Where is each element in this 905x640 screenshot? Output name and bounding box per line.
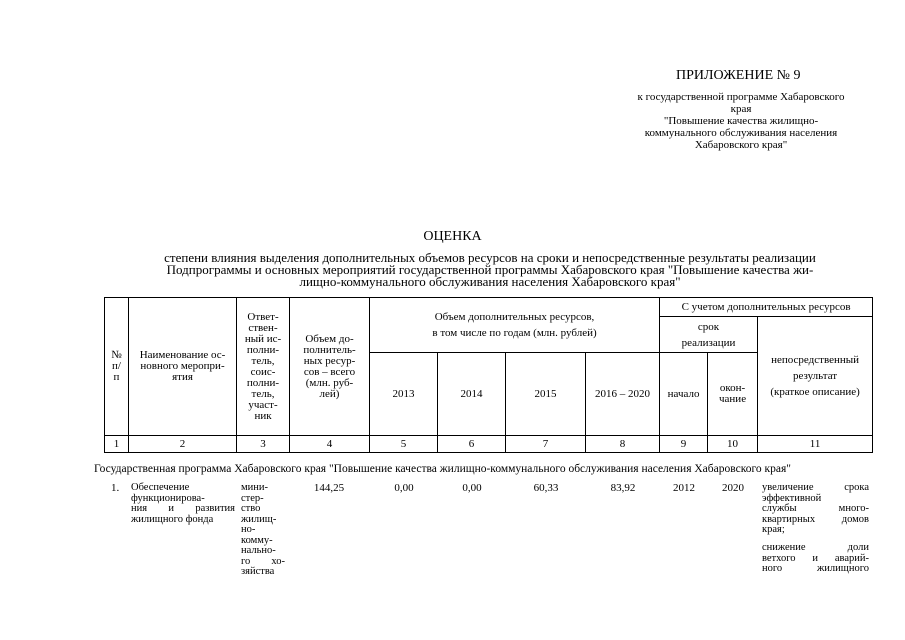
header-total: Объем до- полнитель- ных ресур- сов – всего (млн. руб- лей) [290, 298, 370, 436]
header-start: начало [660, 353, 708, 436]
header-year-2013: 2013 [370, 353, 438, 436]
row1-2014: 0,00 [462, 482, 482, 494]
row1-2013: 0,00 [394, 482, 414, 494]
column-number: 2 [129, 436, 237, 453]
header-result: непосредственный результат (краткое описание) [758, 317, 873, 436]
column-number: 10 [708, 436, 758, 453]
appendix-line: края [730, 103, 752, 115]
program-row: Государственная программа Хабаровского края "Повышение качества жилищно-коммунального обслуживания населения Хабаровского края" [94, 463, 791, 475]
appendix-line: "Повышение качества жилищно- [663, 115, 819, 127]
header-with-resources: С учетом дополнительных ресурсов [660, 298, 873, 317]
header-year-2016-2020: 2016 – 2020 [586, 353, 660, 436]
header-volume: Объем дополнительных ресурсов, в том числе по годам (млн. рублей) [370, 298, 660, 353]
row1-name: Обеспечение функционирова- ния и развития жилищного фонда [131, 482, 235, 525]
header-term: срок реализации [660, 317, 758, 353]
column-number: 3 [237, 436, 290, 453]
appendix-line: коммунального обслуживания населения [644, 127, 838, 139]
header-name: Наименование ос- новного меропри- ятия [129, 298, 237, 436]
document-title: ОЦЕНКА [423, 229, 482, 244]
column-number: 1 [105, 436, 129, 453]
row1-start: 2012 [673, 482, 695, 494]
header-end: окон- чание [708, 353, 758, 436]
row1-result-a: увеличение срока эффективной службы много- квартирных домов края; [762, 482, 869, 535]
row1-result-b: снижение доли ветхого и аварий- ного жилищного [762, 542, 869, 574]
column-number: 8 [586, 436, 660, 453]
resources-table [104, 297, 873, 453]
header-year-2014: 2014 [438, 353, 506, 436]
appendix-title: ПРИЛОЖЕНИЕ № 9 [676, 68, 801, 83]
document-subtitle-line: Подпрограммы и основных мероприятий государственной программы Хабаровского края "Повышение качества жи- [166, 262, 814, 277]
header-responsible: Ответ- ствен- ный ис- полни- тель, соис- полни- тель, участ- ник [237, 298, 290, 436]
document-subtitle-line: степени влияния выделения дополнительных объемов ресурсов на сроки и непосредственные результаты реализации [164, 250, 816, 265]
row1-num: 1. [111, 482, 120, 494]
header-num: № п/ п [105, 298, 129, 436]
row1-total: 144,25 [313, 482, 345, 494]
header-year-2015: 2015 [506, 353, 586, 436]
appendix-line: к государственной программе Хабаровского [637, 91, 845, 103]
document-subtitle-line: лищно-коммунального обслуживания населения Хабаровского края" [299, 274, 681, 289]
column-number: 9 [660, 436, 708, 453]
appendix-line: Хабаровского края" [694, 139, 788, 151]
row1-2015: 60,33 [533, 482, 559, 494]
row1-2016-2020: 83,92 [610, 482, 636, 494]
column-number: 5 [370, 436, 438, 453]
column-number: 4 [290, 436, 370, 453]
column-number: 7 [506, 436, 586, 453]
row1-responsible: мини- стер- ство жилищ- но- комму- нально- го хо- зяйства [241, 482, 285, 577]
column-number: 6 [438, 436, 506, 453]
row1-end: 2020 [722, 482, 744, 494]
column-number: 11 [758, 436, 873, 453]
